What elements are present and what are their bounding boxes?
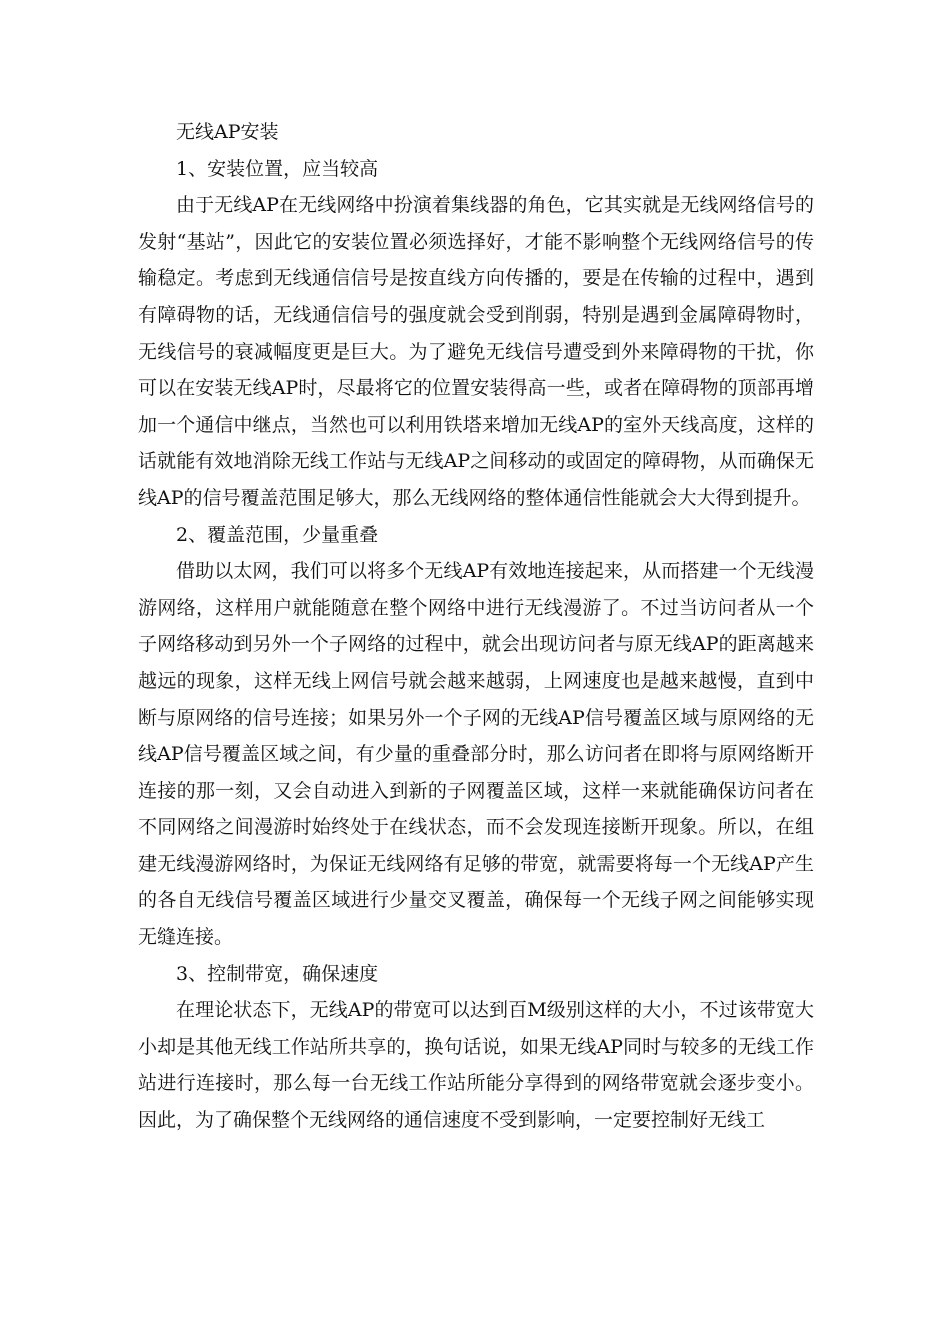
paragraph-3: 在理论状态下，无线AP的带宽可以达到百M级别这样的大小，不过该带宽大小却是其他无线工作站所共享的，换句话说，如果无线AP同时与较多的无线工作站进行连接时，那么每一台无线工作站所能分享得到的网络带宽就会逐步变小。因此，为了确保整个无线网络的通信速度不受到影响，一定要控制好无线工 [138, 999, 814, 1132]
section-heading-2: 2、覆盖范围，少量重叠 [176, 523, 379, 546]
paragraph-2: 借助以太网，我们可以将多个无线AP有效地连接起来，从而搭建一个无线漫游网络，这样用户就能随意在整个网络中进行无线漫游了。不过当访问者从一个子网络移动到另外一个子网络的过程中，就会出现访问者与原无线AP的距离越来越远的现象，这样无线上网信号就会越来越弱，上网速度也是越来越慢，直到中断与原网络的信号连接；如果另外一个子网的无线AP信号覆盖区域与原网络的无线AP信号覆盖区域之间，有少量的重叠部分时，那么访问者在即将与原网络断开连接的那一刻，又会自动进入到新的子网覆盖区域，这样一来就能确保访问者在不同网络之间漫游时始终处于在线状态，而不会发现连接断开现象。所以，在组建无线漫游网络时，为保证无线网络有足够的带宽，就需要将每一个无线AP产生的各自无线信号覆盖区域进行少量交叉覆盖，确保每一个无线子网之间能够实现无缝连接。 [138, 560, 814, 949]
section-heading-1: 1、安装位置，应当较高 [176, 157, 379, 180]
paragraph-1: 由于无线AP在无线网络中扮演着集线器的角色，它其实就是无线网络信号的发射“基站”，因此它的安装位置必须选择好，才能不影响整个无线网络信号的传输稳定。考虑到无线通信信号是按直线方向传播的，要是在传输的过程中，遇到有障碍物的话，无线通信信号的强度就会受到削弱，特别是遇到金属障碍物时，无线信号的衰减幅度更是巨大。为了避免无线信号遭受到外来障碍物的干扰，你可以在安装无线AP时，尽最将它的位置安装得高一些，或者在障碍物的顶部再增加一个通信中继点，当然也可以利用铁塔来增加无线AP的室外天线高度，这样的话就能有效地消除无线工作站与无线AP之间移动的或固定的障碍物，从而确保无线AP的信号覆盖范围足够大，那么无线网络的整体通信性能就会大大得到提升。 [138, 194, 814, 509]
document-title: 无线AP安装 [176, 121, 279, 143]
section-heading-3: 3、控制带宽，确保速度 [176, 962, 379, 985]
document-page [138, 114, 814, 1139]
